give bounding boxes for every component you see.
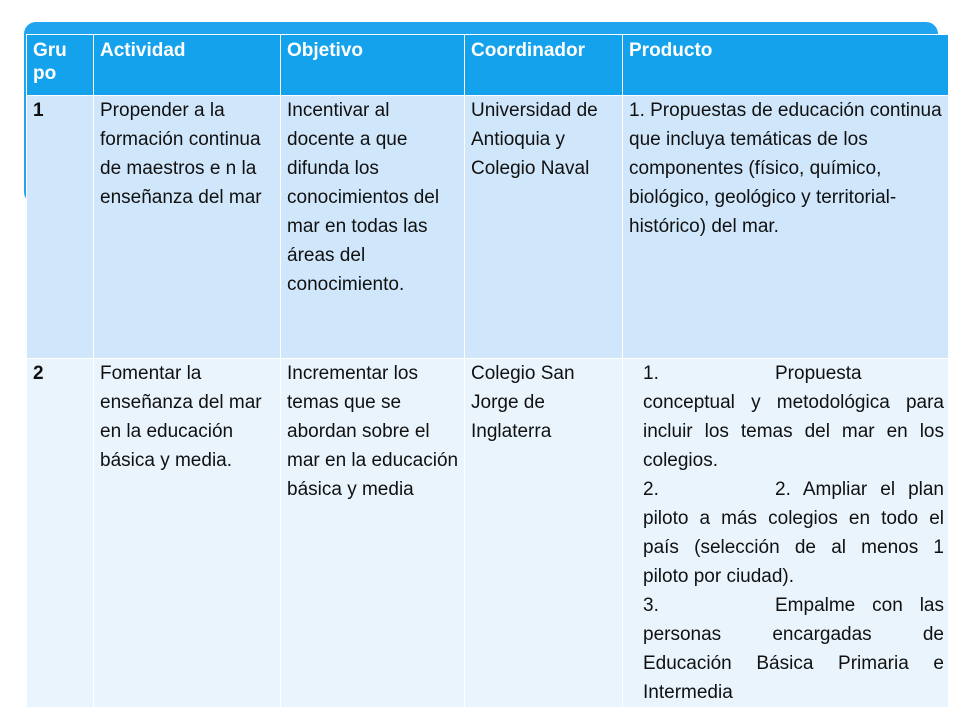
- cell-producto: [623, 359, 949, 708]
- cell-grupo: 2: [27, 359, 94, 708]
- item-number: 3.: [643, 595, 659, 616]
- cell-objetivo: Incrementar los temas que se abordan sobre el mar en la educación básica y media: [281, 359, 465, 708]
- cell-grupo: 1: [27, 96, 94, 359]
- item-text: 2. Ampliar el plan piloto a más colegios en todo el país (selección de al menos 1 piloto por ciudad).: [643, 479, 944, 587]
- table-row: [27, 96, 949, 359]
- item-number: 1.: [643, 363, 659, 384]
- item-number: 2.: [643, 479, 659, 500]
- cell-objetivo: Incentivar al docente a que difunda los conocimientos del mar en todas las áreas del conocimiento.: [281, 96, 465, 359]
- cell-actividad: Fomentar la enseñanza del mar en la educación básica y media.: [94, 359, 281, 708]
- header-coordinador: Coordinador: [465, 35, 623, 96]
- cell-coordinador: Universidad de Antioquia y Colegio Naval: [465, 96, 623, 359]
- table-row: [27, 359, 949, 708]
- cell-actividad: Propender a la formación continua de maestros e n la enseñanza del mar: [94, 96, 281, 359]
- cell-producto: 1. Propuestas de educación continua que incluya temáticas de los componentes (físico, químico, biológico, geológico y territorial- histórico) del mar.: [623, 96, 949, 359]
- activities-table: [26, 34, 949, 708]
- header-grupo: Gru po: [27, 35, 94, 96]
- list-item: [643, 591, 944, 707]
- item-text: Empalme con las personas encargadas de Educación Básica Primaria e Intermedia: [643, 595, 944, 703]
- header-producto: Producto: [623, 35, 949, 96]
- item-text: Propuesta conceptual y metodológica para incluir los temas del mar en los colegios.: [643, 363, 944, 471]
- list-item: [643, 475, 944, 591]
- table-header-row: [27, 35, 949, 96]
- cell-coordinador: Colegio San Jorge de Inglaterra: [465, 359, 623, 708]
- producto-list: [629, 359, 944, 707]
- list-item: [643, 359, 944, 475]
- header-objetivo: Objetivo: [281, 35, 465, 96]
- header-actividad: Actividad: [94, 35, 281, 96]
